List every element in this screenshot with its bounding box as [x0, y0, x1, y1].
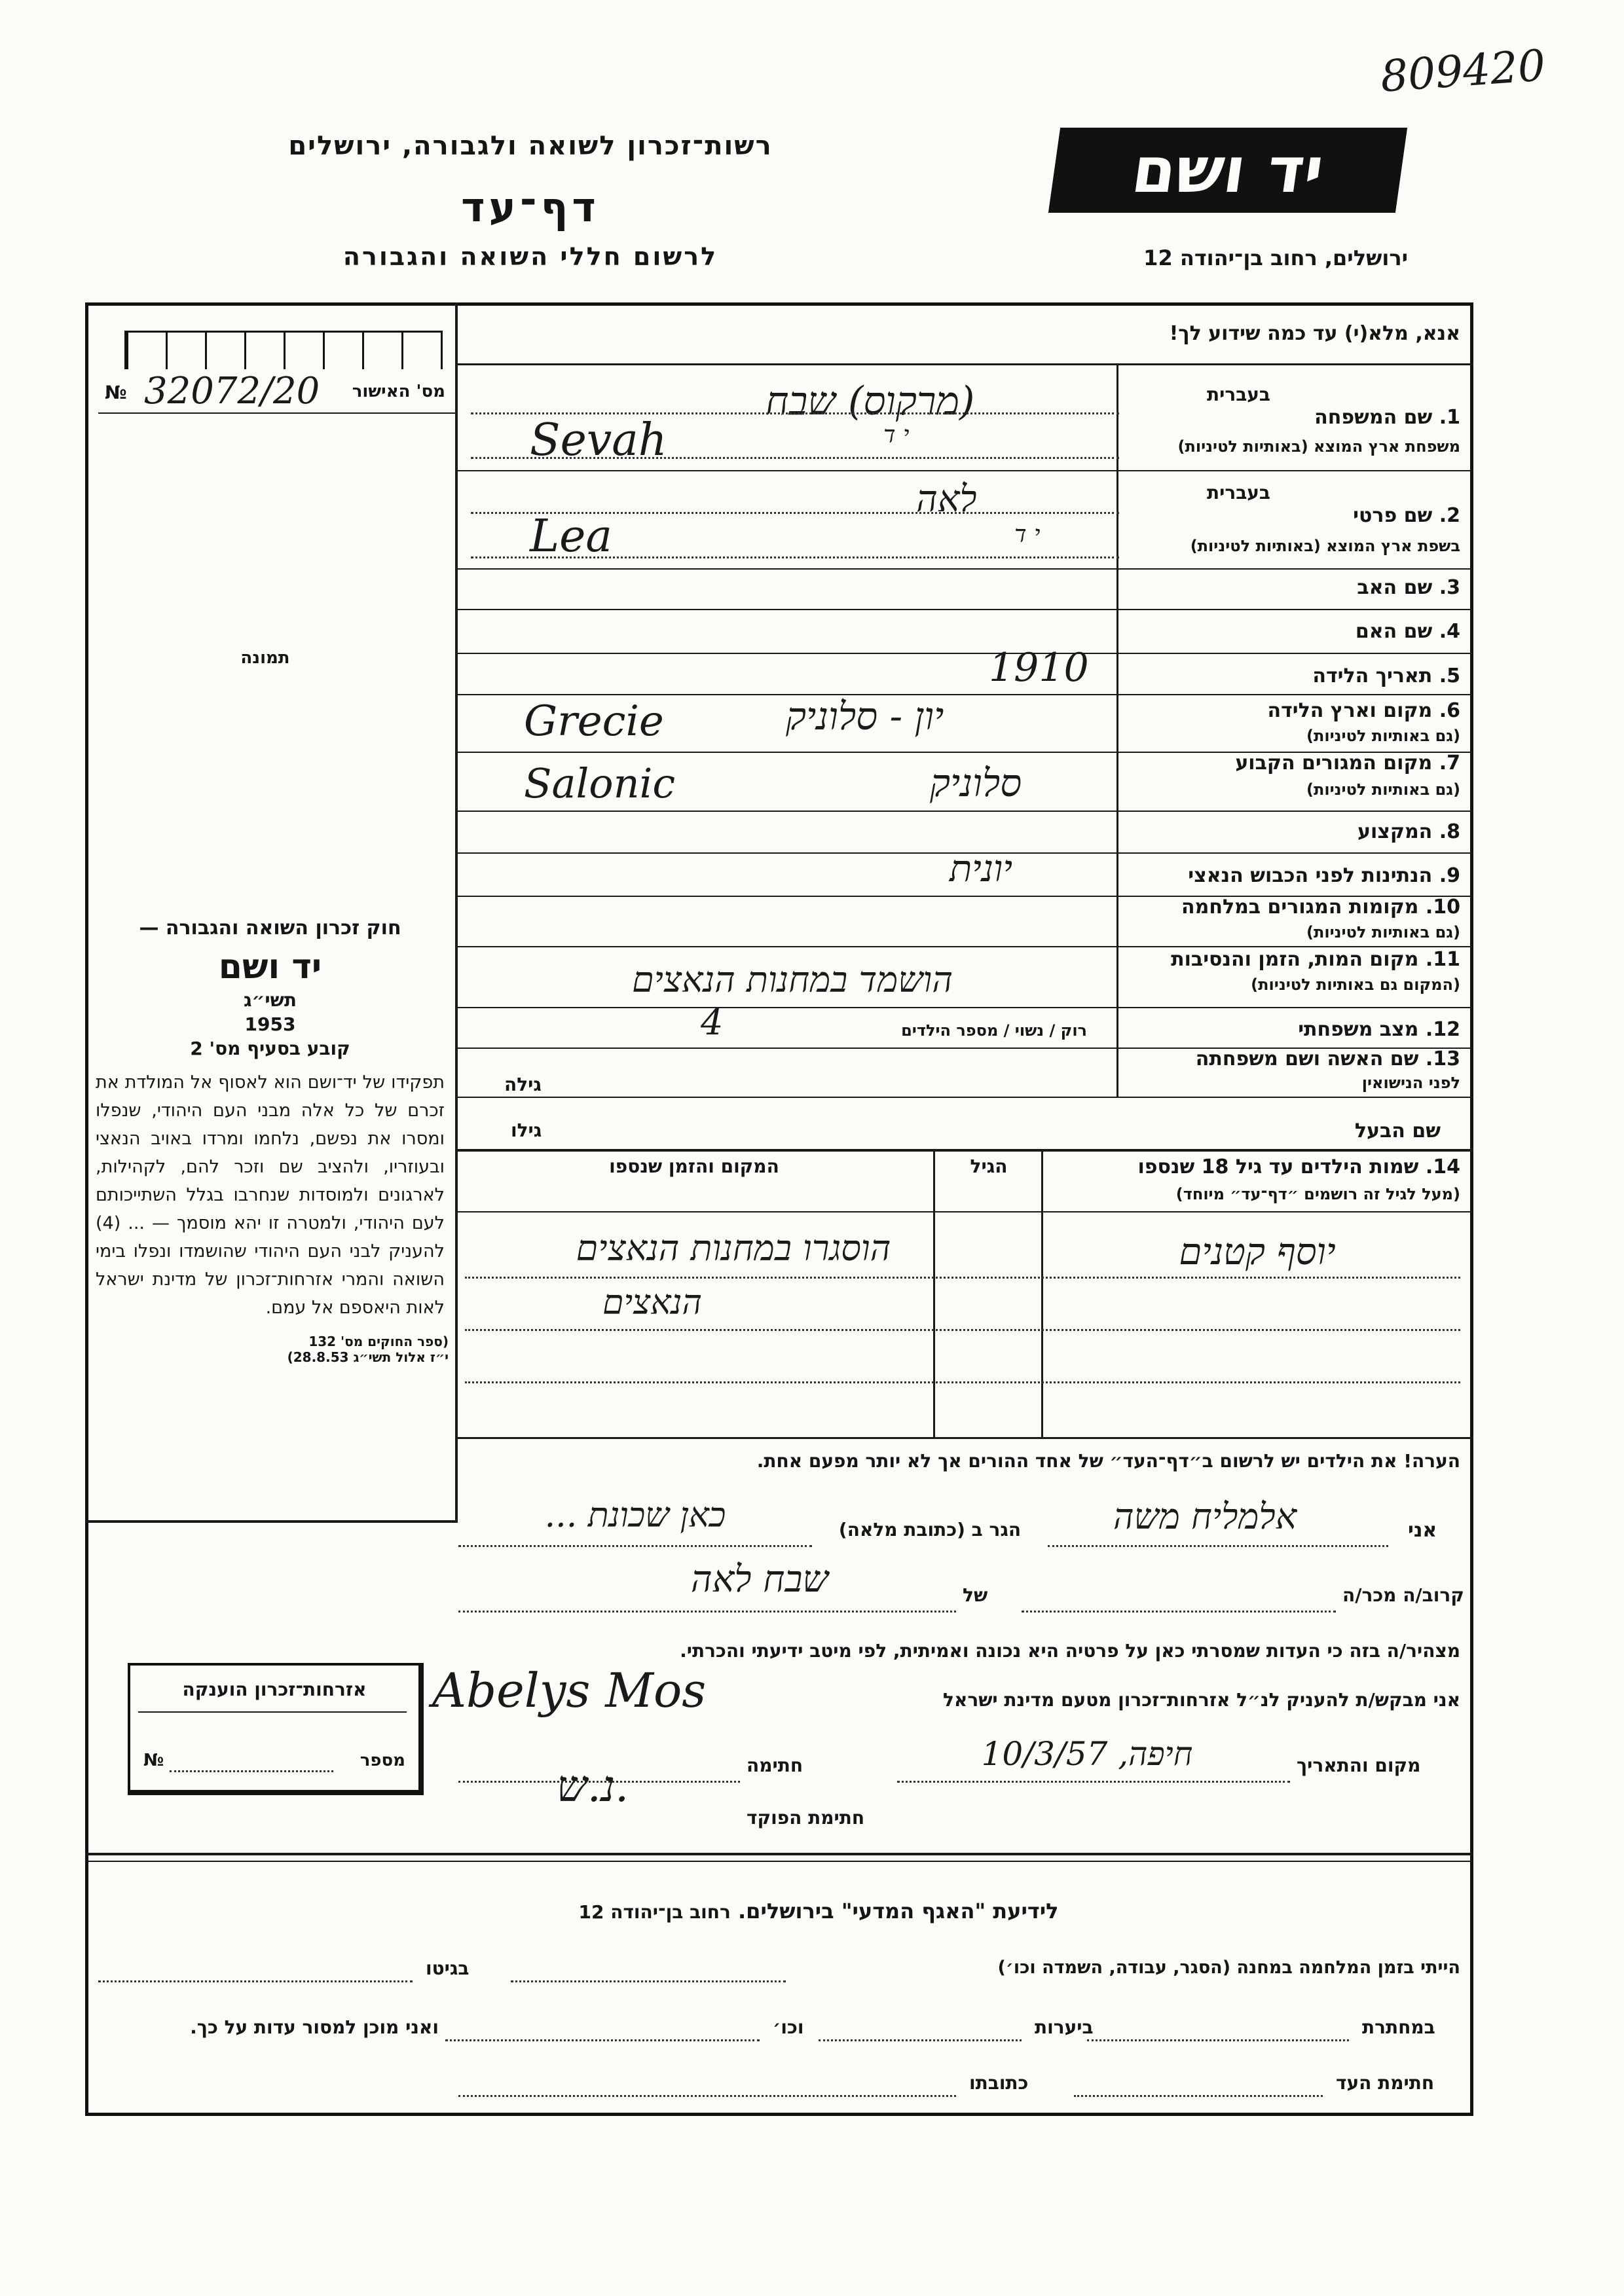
underground-line1: הייתי בזמן המלחמה במחנה (הסגר, עבודה, השמדה וכו׳): [997, 1958, 1460, 1978]
yad-vashem-logo: [1048, 128, 1407, 213]
field-name-6: מקום וארץ הלידה: [1267, 699, 1433, 722]
underground-address: רחוב בן־יהודה 12: [578, 1901, 731, 1923]
field-name-7: מקום המגורים הקבוע: [1235, 752, 1433, 774]
citizenship-box: [128, 1663, 424, 1795]
declarant-of-line: [458, 1611, 956, 1613]
children-col-divider-2: [933, 1149, 935, 1437]
declarant-address-label: הגר ב (כתובת מלאה): [838, 1519, 1022, 1540]
hw-latin-2: Lea: [530, 511, 612, 562]
underground-line2-end: ואני מוכן למסור עדות על כך.: [190, 2016, 439, 2038]
underground-line3-start: חתימת העד: [1336, 2072, 1435, 2094]
field-num-1: 1.: [1439, 406, 1460, 429]
declaration-text: מצהיר/ה בזה כי העדות שמסרתי כאן על פרטיה היא נכונה ואמיתית, לפי מיטב ידיעתי והכרתי.: [680, 1640, 1460, 1662]
law-body: תפקידו של יד־ושם הוא לאסוף אל המולדת את זכרם של כל אלה מבני העם היהודי, שנפלו ומסרו את נפשם, נלחמו ומרדו באויב הנאצי ובעוזריו, ולהציב שם וזכר להם, לקהילות, לארגונים ולמוסדות שנחרבו בגלל השתייכותם לעם היהודי, ולמטרה זו יהא מוסמך — ... (4) להעניק לבני העם היהודי שהושמדו ונפלו בימי השואה והמרי אזרחות־זכרון של מדינת ישראל לאות היאספם אל עמם.: [96, 1072, 445, 1318]
field-label-11: [1113, 948, 1460, 971]
underground-title-text: לידיעת "האגף המדעי" בירושלים.: [738, 1899, 1059, 1923]
field-num-9: 9.: [1439, 864, 1460, 887]
row-divider-5: [458, 694, 1473, 695]
row-divider-10: [458, 946, 1473, 947]
field-name-10: מקומות המגורים במלחמה: [1181, 896, 1419, 919]
citizenship-num-line: [170, 1770, 333, 1772]
wife-age-label: גילה: [504, 1074, 542, 1095]
hw-children-count: 4: [701, 1002, 724, 1043]
request-text: אני מבקש/ת להעניק לנ״ל אזרחות־זכרון מטעם מדינת ישראל: [943, 1689, 1460, 1711]
children-title-text: שמות הילדים עד גיל 18 שנספו: [1137, 1156, 1419, 1178]
law-name: יד ושם: [218, 947, 322, 987]
hw-mark-2: י ד: [1014, 521, 1041, 548]
left-column-bottom: [85, 1520, 458, 1523]
hw-latin-6: Grecie: [524, 697, 664, 746]
field-sub-6: (גם באותיות לטיניות): [1306, 727, 1460, 745]
field-num-8: 8.: [1439, 820, 1460, 843]
header-address: ירושלים, רחוב בן־יהודה 12: [1143, 246, 1408, 270]
intro-text: אנא, מלא(י) עד כמה שידוע לך!: [1169, 322, 1460, 345]
hw-place-date: חיפה, 10/3/57: [981, 1735, 1193, 1773]
field-name-8: המקצוע: [1357, 820, 1433, 843]
field-num-6: 6.: [1439, 699, 1460, 722]
hw-relative-of: שבח לאה: [690, 1558, 829, 1601]
children-bottom-line: [458, 1437, 1473, 1439]
field-label-2: [1133, 504, 1460, 527]
field-name-4: שם האם: [1355, 620, 1433, 643]
field-sub-13: לפני הנישואין: [1361, 1074, 1460, 1092]
declarant-i: אני: [1408, 1519, 1437, 1542]
field-name-2: שם פרטי: [1353, 504, 1433, 527]
underground-line3-fill-2: [458, 2095, 956, 2097]
law-ref: (ספר החוקים מס' 132: [308, 1334, 449, 1349]
field-num-4: 4.: [1439, 620, 1460, 643]
hw-latin-7: Salonic: [524, 759, 676, 807]
certificate-underline: [98, 412, 455, 414]
husband-age-label: גילו: [511, 1120, 542, 1141]
declarant-of-label: של: [963, 1584, 988, 1606]
underground-line2-fill-2: [819, 2039, 1022, 2041]
officer-label: חתימת הפוקד: [747, 1807, 865, 1829]
citizenship-num-sign: №: [143, 1751, 164, 1770]
dotted-line-1a: [471, 412, 1119, 414]
signature-label: חתימה: [747, 1755, 803, 1776]
dotted-line-2a: [471, 512, 1119, 514]
children-num: 14.: [1425, 1156, 1460, 1178]
place-date-line: [897, 1781, 1290, 1783]
hw-declarant-signature: Abelys Mos: [432, 1663, 707, 1718]
field-label-7: [1113, 752, 1460, 774]
dotted-line-1b: [471, 457, 1119, 459]
children-line-2: [465, 1329, 1460, 1331]
field-name-5: תאריך הלידה: [1312, 665, 1433, 687]
field-row-2: [458, 471, 1473, 570]
field-num-7: 7.: [1439, 752, 1460, 774]
hw-hebrew-6: יון - סלוניק: [786, 694, 944, 738]
field-label-6: [1113, 699, 1460, 722]
field-label-12: [1113, 1018, 1460, 1041]
citizenship-num-label: מספר: [360, 1751, 405, 1770]
underground-line2-start: במחתרת: [1362, 2016, 1435, 2038]
field-sub-1: משפחת ארץ המוצא (באותיות לטיניות): [1177, 437, 1460, 456]
field-num-10: 10.: [1425, 896, 1460, 919]
underground-line3-mid: כתובתו: [969, 2072, 1029, 2094]
underground-divider: [85, 1853, 1473, 1855]
archive-number: 809420: [1378, 40, 1547, 102]
children-note: (מעל לגיל זה רושמים ״דף־עד״ מיוחד): [1175, 1185, 1460, 1203]
field-label-husband: שם הבעל: [1354, 1120, 1441, 1142]
field-label-8: [1113, 820, 1460, 843]
field-num-13: 13.: [1425, 1048, 1460, 1070]
field-row-1: [458, 365, 1473, 464]
citizenship-title-line: [138, 1711, 407, 1713]
field-name-13: שם האשה ושם משפחתה: [1195, 1048, 1419, 1070]
field-name-12: מצב משפחתי: [1298, 1018, 1419, 1041]
field-name-3: שם האב: [1357, 576, 1433, 599]
hw-declarant-address: כאן שכונת ...: [544, 1496, 726, 1535]
hw-latin-1: Sevah: [530, 414, 667, 466]
law-section-ref: קובע בסעיף מס' 2: [190, 1038, 350, 1059]
hw-child-place: הוסגרו במחנות הנאצים: [576, 1228, 891, 1269]
law-year: 1953: [244, 1013, 296, 1035]
authority-line: רשות־זכרון לשואה ולגבורה, ירושלים: [288, 131, 773, 161]
hw-birth-date: 1910: [989, 645, 1089, 691]
underground-line1-end: בגיטו: [426, 1958, 470, 1979]
field-sub-10: (גם באותיות לטיניות): [1306, 923, 1460, 941]
law-section: [92, 917, 449, 1365]
hw-child-name: יוסף קטנים: [1179, 1231, 1336, 1273]
children-col-place: המקום והזמן שנספו: [609, 1156, 779, 1177]
hw-hebrew-2: לאה: [916, 478, 977, 520]
underground-line2-fill-1: [1087, 2039, 1349, 2041]
hw-mark-1: י ד: [883, 422, 910, 448]
declarant-address-line: [458, 1545, 812, 1547]
row-divider-3: [458, 609, 1473, 610]
field-num-2: 2.: [1439, 504, 1460, 527]
field-label-9: [1113, 864, 1460, 887]
children-note-line: הערה! את הילדים יש לרשום ב״דף־העד״ של אחד ההורים אך לא יותר מפעם אחת.: [756, 1450, 1460, 1472]
hw-hebrew-7: סלוניק: [930, 761, 1022, 805]
field-label-13: [1113, 1048, 1460, 1070]
logo-text: יד ושם: [1127, 134, 1329, 207]
declarant-relative-label: קרוב/ה מכר/ה: [1342, 1584, 1464, 1606]
children-col-divider-1: [1041, 1149, 1043, 1437]
field-name-9: הנתינות לפני הכבוש הנאצי: [1188, 864, 1433, 887]
field-label-10: [1113, 896, 1460, 919]
children-line-1: [465, 1277, 1460, 1279]
certificate-label: מס' האישור: [352, 382, 445, 401]
declarant-relative-line: [1022, 1611, 1336, 1613]
children-line-3: [465, 1381, 1460, 1383]
children-header-line: [458, 1211, 1473, 1212]
field-label-5: [1113, 665, 1460, 687]
field-num-5: 5.: [1439, 665, 1460, 687]
underground-line1-fill-2: [98, 1980, 413, 1982]
law-ref-date: י״ז אלול תשי״ג 28.8.53): [287, 1349, 449, 1365]
field-sub-12: רוק / נשוי / מספר הילדים: [901, 1021, 1087, 1040]
field-num-11: 11.: [1425, 948, 1460, 971]
form-subtitle: לרשום חללי השואה והגבורה: [342, 242, 718, 271]
place-date-label: מקום והתאריך: [1297, 1755, 1421, 1776]
hw-nationality: יונית: [950, 848, 1013, 890]
law-title: חוק זכרון השואה והגבורה —: [139, 917, 401, 939]
field-num-3: 3.: [1439, 576, 1460, 599]
field-label-1: [1133, 406, 1460, 429]
hw-death-circumstances: הושמד במחנות הנאצים: [632, 959, 953, 1000]
declarant-name-line: [1048, 1545, 1388, 1547]
row-divider-7: [458, 811, 1473, 812]
field-label-3: [1113, 576, 1460, 599]
field-sub-7: (גם באותיות לטיניות): [1306, 780, 1460, 799]
hw-child-place-2: הנאצים: [602, 1283, 702, 1322]
law-hebrew-year: תשי״ג: [244, 989, 297, 1011]
row-divider-13: [458, 1097, 1473, 1098]
underground-title: [458, 1899, 1179, 1923]
hw-hebrew-1: (מרקוס) שבח: [766, 378, 975, 424]
hw-declarant-name: אלמליח משה: [1113, 1496, 1297, 1537]
underground-line3-fill-1: [1074, 2095, 1323, 2097]
hebrew-tag-2: בעברית: [1206, 482, 1270, 503]
field-name-1: שם המשפחה: [1314, 406, 1433, 429]
hebrew-tag-1: בעברית: [1206, 384, 1270, 405]
children-col-age: הגיל: [970, 1156, 1008, 1177]
underground-line1-fill: [511, 1980, 786, 1982]
husband-section-divider: [458, 1149, 1473, 1152]
children-title: [1048, 1156, 1460, 1178]
underground-line2-mid: ביערות: [1035, 2016, 1094, 2038]
photo-label: תמונה: [240, 648, 290, 668]
hw-officer-signature: נ.ש.: [557, 1761, 629, 1812]
citizenship-title: אזרחות־זכרון הוענקה: [182, 1679, 367, 1700]
field-sub-11: (המקום גם באותיות לטיניות): [1251, 975, 1460, 994]
certificate-num-sign: №: [105, 382, 127, 403]
certificate-ticks: [124, 331, 443, 369]
underground-divider-2: [85, 1861, 1473, 1862]
field-sub-2: בשפת ארץ המוצא (באותיות לטיניות): [1190, 537, 1460, 555]
row-divider-4: [458, 653, 1473, 654]
underground-line2-etc: וכו׳: [773, 2016, 804, 2038]
row-divider-2: [458, 568, 1473, 570]
form-title: דף־עד: [461, 183, 600, 231]
field-label-4: [1113, 620, 1460, 643]
certificate-number: 32072/20: [144, 370, 320, 412]
field-name-11: מקום המות, הזמן והנסיבות: [1171, 948, 1419, 971]
underground-line2-fill-3: [445, 2039, 760, 2041]
certificate-row: [98, 370, 452, 412]
dotted-line-2b: [471, 556, 1119, 558]
row-divider-11: [458, 1007, 1473, 1008]
field-num-12: 12.: [1425, 1018, 1460, 1041]
